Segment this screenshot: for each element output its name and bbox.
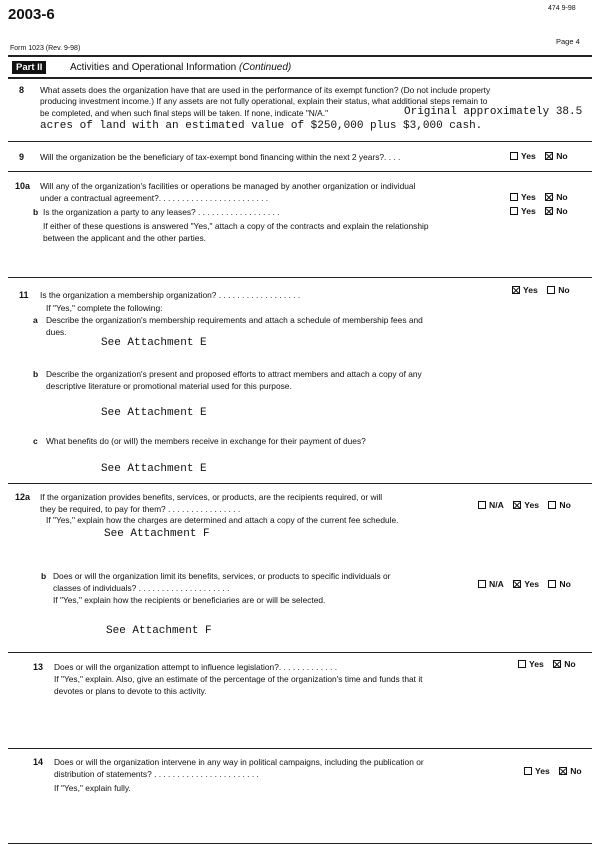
q14-line3: If "Yes," explain fully.: [54, 783, 131, 793]
q11-yes-label: Yes: [523, 285, 538, 295]
q11c-answer[interactable]: See Attachment E: [101, 463, 207, 475]
q12a-no-label: No: [559, 500, 571, 510]
q13-line3: devotes or plans to devote to this activity.: [54, 686, 207, 696]
q13-yes-checkbox[interactable]: [518, 660, 526, 668]
q8-rule: [8, 141, 592, 142]
q11b-line1: Describe the organization's present and proposed efforts to attract members and attach a copy of any: [46, 369, 422, 379]
q10b-yes-checkbox[interactable]: [510, 207, 518, 215]
q8-line2: producing investment income.) If any assets are not fully operational, explain their status, what additional steps remain to: [40, 96, 488, 106]
q9-text: Will the organization be the beneficiary of tax-exempt bond financing within the next 2 years?. . . .: [40, 152, 401, 162]
form-stamp: 2003-6: [8, 6, 55, 23]
q8-number: 8: [19, 85, 25, 95]
q14-yes-checkbox[interactable]: [524, 767, 532, 775]
form-id: Form 1023 (Rev. 9-98): [10, 45, 81, 52]
q14-rule: [8, 843, 592, 844]
q14-no-checkbox[interactable]: [559, 767, 567, 775]
q10-rule: [8, 277, 592, 278]
q10a-yes-label: Yes: [521, 192, 536, 202]
q9-rule: [8, 171, 592, 172]
q12b-answer[interactable]: See Attachment F: [106, 625, 212, 637]
q13-line2: If "Yes," explain. Also, give an estimate of the percentage of the organization's time and funds that it: [54, 674, 423, 684]
q14-no-label: No: [570, 766, 582, 776]
q12b-na-checkbox[interactable]: [478, 580, 486, 588]
q9-no-checkbox[interactable]: [545, 152, 553, 160]
q10b-text: Is the organization a party to any leases? . . . . . . . . . . . . . . . . . .: [43, 207, 280, 217]
q11-ifyes: If "Yes," complete the following:: [46, 303, 163, 313]
q9-options: [510, 151, 568, 162]
q10a-yes-checkbox[interactable]: [510, 193, 518, 201]
q11-yes-checkbox[interactable]: [512, 286, 520, 294]
q12a-line3: If "Yes," explain how the charges are determined and attach a copy of the current fee schedule.: [46, 515, 399, 525]
q10-note1: If either of these questions is answered "Yes," attach a copy of the contracts and explain the relationship: [43, 221, 429, 231]
q12-rule: [8, 652, 592, 653]
q10-note2: between the applicant and the other parties.: [43, 233, 206, 243]
q13-yes-label: Yes: [529, 659, 544, 669]
q12b-line3: If "Yes," explain how the recipients or beneficiaries are or will be selected.: [53, 595, 326, 605]
q11b-answer[interactable]: See Attachment E: [101, 407, 207, 419]
q9-number: 9: [19, 152, 25, 162]
q10b-letter: b: [33, 207, 39, 217]
q11c-line1: What benefits do (or will) the members receive in exchange for their payment of dues?: [46, 436, 366, 446]
page-number: Page 4: [556, 37, 580, 46]
header-rule: [8, 55, 592, 57]
q12a-options: [478, 500, 571, 511]
q14-yes-label: Yes: [535, 766, 550, 776]
q9-no-label: No: [556, 151, 568, 161]
q12b-options: [478, 579, 571, 590]
q13-rule: [8, 748, 592, 749]
q9-yes-label: Yes: [521, 151, 536, 161]
q13-number: 13: [33, 662, 44, 672]
q12a-line1: If the organization provides benefits, services, or products, are the recipients required, or will: [40, 492, 383, 502]
q12b-letter: b: [41, 571, 47, 581]
q8-answer-line1[interactable]: Original approximately 38.5: [404, 106, 583, 118]
q11b-letter: b: [33, 369, 39, 379]
q11a-answer[interactable]: See Attachment E: [101, 337, 207, 349]
q13-no-checkbox[interactable]: [553, 660, 561, 668]
q12b-no-label: No: [559, 579, 571, 589]
q11-rule: [8, 483, 592, 484]
q10b-no-checkbox[interactable]: [545, 207, 553, 215]
q11a-line1: Describe the organization's membership requirements and attach a schedule of membership fees and: [46, 315, 423, 325]
q11a-line2: dues.: [46, 327, 67, 337]
q8-answer-line2[interactable]: acres of land with an estimated value of $250,000 plus $3,000 cash.: [40, 120, 483, 132]
q10b-options: [510, 206, 568, 217]
q12a-yes-checkbox[interactable]: [513, 501, 521, 509]
q8-line1: What assets does the organization have that are used in the performance of its exempt function? (Do not include property: [40, 85, 491, 95]
q11b-line2: descriptive literature or promotional material used for this purpose.: [46, 381, 292, 391]
part-label: Part II: [12, 61, 46, 74]
q12b-line2: classes of individuals? . . . . . . . . . . . . . . . . . . . .: [53, 583, 230, 593]
q10a-options: [510, 192, 568, 203]
form-code: 474 9-98: [548, 5, 576, 12]
q12b-no-checkbox[interactable]: [548, 580, 556, 588]
q12b-na-label: N/A: [489, 579, 504, 589]
q12a-number: 12a: [15, 492, 31, 502]
q12b-yes-label: Yes: [524, 579, 540, 589]
q10b-yes-label: Yes: [521, 206, 536, 216]
q14-line1: Does or will the organization intervene in any way in political campaigns, including the publication or: [54, 757, 424, 767]
part-rule: [8, 77, 592, 79]
q12b-yes-checkbox[interactable]: [513, 580, 521, 588]
q12a-line2: they be required, to pay for them? . . . . . . . . . . . . . . . .: [40, 504, 241, 514]
q13-no-label: No: [564, 659, 576, 669]
q10a-no-checkbox[interactable]: [545, 193, 553, 201]
q11-number: 11: [19, 290, 29, 300]
q10a-line2: under a contractual agreement?. . . . . . . . . . . . . . . . . . . . . . . .: [40, 193, 269, 203]
q12a-yes-label: Yes: [524, 500, 540, 510]
q8-line3: be completed, and when such final steps will be taken. If none, indicate "N/A.": [40, 108, 329, 118]
q11-text: Is the organization a membership organization? . . . . . . . . . . . . . . . . . .: [40, 290, 301, 300]
q12a-na-checkbox[interactable]: [478, 501, 486, 509]
q13-options: [518, 659, 576, 670]
q9-yes-checkbox[interactable]: [510, 152, 518, 160]
q11c-letter: c: [33, 436, 38, 446]
q12a-na-label: N/A: [489, 500, 504, 510]
q10b-no-label: No: [556, 206, 568, 216]
q14-number: 14: [33, 757, 44, 767]
q10a-no-label: No: [556, 192, 568, 202]
part-title-continued: (Continued): [238, 62, 292, 73]
q10a-line1: Will any of the organization's facilities or operations be managed by another organization or individual: [40, 181, 416, 191]
q14-options: [524, 766, 582, 777]
part-title-text: Activities and Operational Information: [70, 62, 239, 73]
q14-line2: distribution of statements? . . . . . . . . . . . . . . . . . . . . . . .: [54, 769, 259, 779]
q11a-letter: a: [33, 315, 38, 325]
q11-no-label: No: [558, 285, 570, 295]
q12a-no-checkbox[interactable]: [548, 501, 556, 509]
q12a-answer[interactable]: See Attachment F: [104, 528, 210, 540]
part-title: [70, 61, 291, 74]
q11-options: [512, 285, 570, 296]
q11-no-checkbox[interactable]: [547, 286, 555, 294]
q10a-number: 10a: [15, 181, 31, 191]
q12b-line1: Does or will the organization limit its benefits, services, or products to specific individuals or: [53, 571, 391, 581]
q13-line1: Does or will the organization attempt to influence legislation?. . . . . . . . . . . . .: [54, 662, 338, 672]
